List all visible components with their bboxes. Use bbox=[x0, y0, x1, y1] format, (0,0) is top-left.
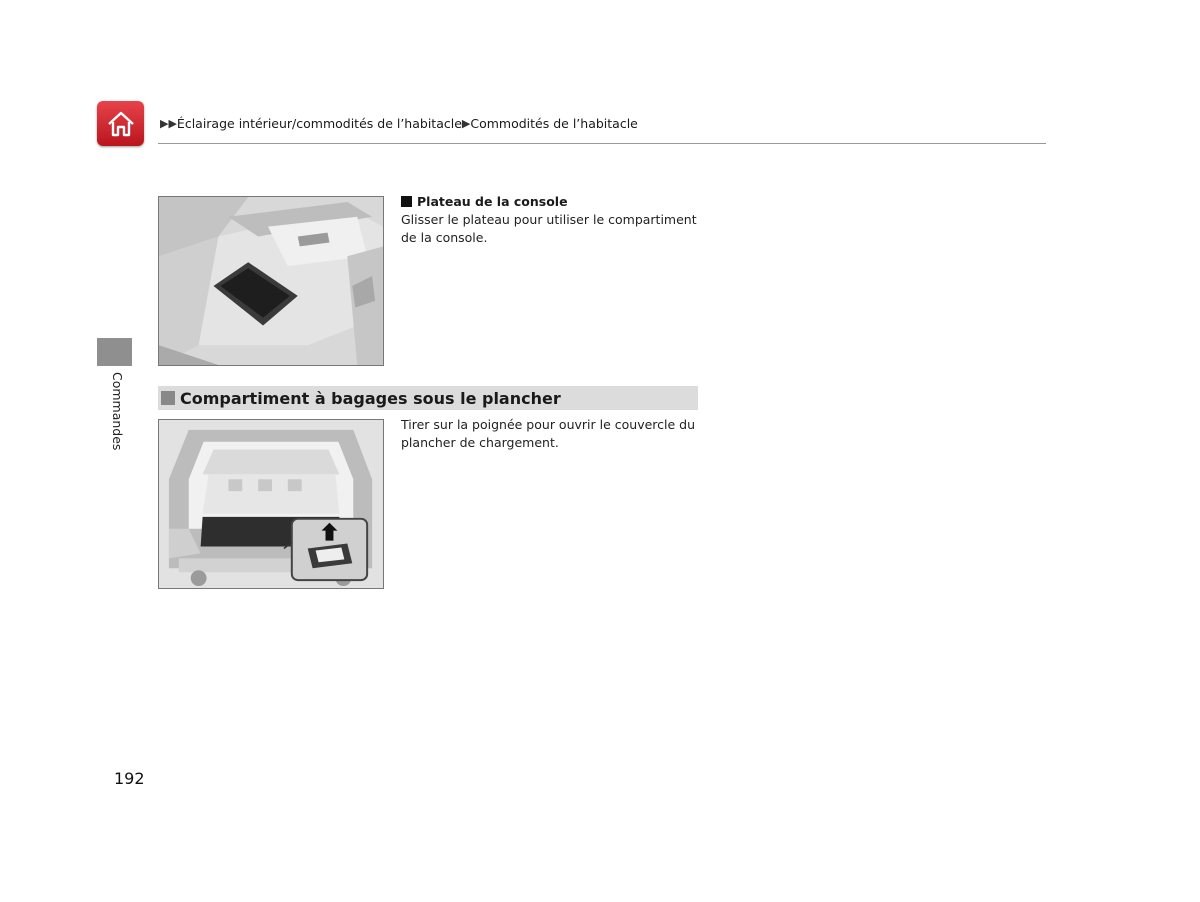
breadcrumb-link-lighting[interactable]: Éclairage intérieur/commodités de l’habitacle bbox=[176, 116, 462, 131]
header-rule bbox=[158, 143, 1046, 144]
chapter-label: Commandes bbox=[110, 372, 125, 451]
console-tray-illustration bbox=[158, 196, 384, 366]
chapter-tab[interactable] bbox=[97, 338, 132, 366]
home-icon bbox=[106, 110, 136, 138]
breadcrumb bbox=[160, 116, 638, 131]
home-button[interactable] bbox=[97, 101, 144, 146]
section-heading: Compartiment à bagages sous le plancher bbox=[158, 386, 698, 410]
console-tray-text: Glisser le plateau pour utiliser le compartiment de la console. bbox=[401, 212, 697, 245]
page-number: 192 bbox=[114, 769, 145, 788]
heading-square-icon bbox=[401, 196, 412, 207]
breadcrumb-separator: ▶ bbox=[461, 117, 471, 130]
cargo-floor-text: Tirer sur la poignée pour ouvrir le couvercle du plancher de chargement. bbox=[401, 417, 696, 450]
breadcrumb-arrows: ▶▶ bbox=[160, 117, 177, 130]
breadcrumb-current: Commodités de l’habitacle bbox=[470, 116, 638, 131]
console-tray-heading: Plateau de la console bbox=[401, 194, 568, 209]
section-square-icon bbox=[161, 391, 175, 405]
cargo-floor-illustration bbox=[158, 419, 384, 589]
